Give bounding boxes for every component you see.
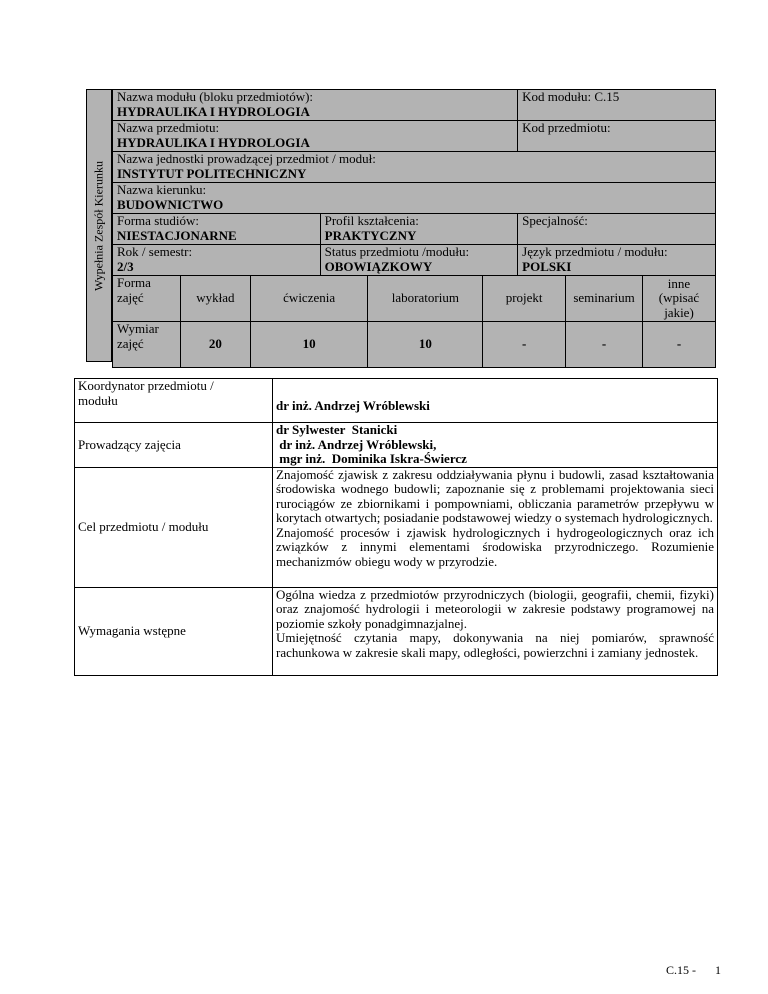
coordinator-label-cell — [75, 379, 273, 423]
module-name-cell — [113, 90, 518, 121]
page-number: 1 — [715, 963, 721, 977]
footer-code: C.15 - — [666, 963, 696, 977]
prerequisites-cell — [273, 587, 718, 675]
field-value: BUDOWNICTWO — [117, 196, 224, 212]
year-value: 2/3 — [117, 258, 134, 274]
module-code-cell — [518, 90, 716, 121]
study-form-value: NIESTACJONARNE — [117, 227, 237, 243]
hours-exercises-cell — [250, 322, 368, 368]
subject-code: Kod przedmiotu: — [522, 120, 611, 135]
profile-label: Profil kształcenia: — [324, 213, 419, 228]
goal-text-1: Znajomość zjawisk z zakresu oddziaływania płynu i budowli, zasad kształtowania środowiska wodnego budowli; zapoznanie się z problemami projektowania sieci rurociągów ze zbiornikami i pompowniami, obliczania parametrów przepływu w korytach otwartych; posiadanie podstawowej wiedzy o systemach hydrologicznych. — [276, 466, 714, 525]
form-other: inne (wpisać jakie) — [658, 275, 700, 320]
field-of-study-cell — [113, 183, 716, 214]
study-form-cell — [113, 214, 321, 245]
form-seminar: seminarium — [573, 290, 635, 306]
hours-seminar-cell — [566, 322, 643, 368]
form-seminar-cell — [566, 276, 643, 322]
form-project-cell — [483, 276, 566, 322]
subject-name-value: HYDRAULIKA I HYDROLOGIA — [117, 134, 310, 150]
field-label: Nazwa kierunku: — [117, 182, 207, 197]
subject-name-cell — [113, 121, 518, 152]
specialty-label: Specjalność: — [522, 213, 588, 228]
unit-value: INSTYTUT POLITECHNICZNY — [117, 165, 307, 181]
year-cell — [113, 245, 321, 276]
class-form-label: Forma zajęć — [117, 275, 151, 305]
study-form-label: Forma studiów: — [117, 213, 199, 228]
unit-cell — [113, 152, 716, 183]
hours-laboratory-cell — [368, 322, 483, 368]
profile-cell — [320, 214, 518, 245]
form-exercises: ćwiczenia — [283, 290, 336, 306]
sidebar-label: Wypełnia Zespół Kierunku — [91, 160, 106, 291]
instructors-cell — [273, 423, 718, 468]
form-other-cell — [642, 276, 715, 322]
hours-laboratory: 10 — [418, 336, 432, 352]
prerequisites-label-cell — [75, 587, 273, 675]
prerequisites-text-2: Umiejętność czytania mapy, dokonywania na niej pomiarów, sprawność rachunkowa w zakresie skali mapy, odległości, powierzchni i zamiany jednostek. — [276, 630, 714, 660]
subject-code-cell — [518, 121, 716, 152]
hours-label: Wymiar zajęć — [117, 321, 159, 351]
hours-lecture-cell — [180, 322, 250, 368]
form-project: projekt — [505, 290, 543, 306]
prerequisites-text-1: Ogólna wiedza z przedmiotów przyrodniczych (biologii, geografii, chemii, fizyki) oraz znajomość hydrologii i meteorologii w zakresie podstawy programowej na poziomie szkoły ponadgimnazjalnej. — [276, 586, 714, 631]
hours-project-cell — [483, 322, 566, 368]
module-header-table — [112, 89, 716, 368]
coordinator-value: dr inż. Andrzej Wróblewski — [276, 398, 430, 414]
module-name-label: Nazwa modułu (bloku przedmiotów): — [117, 89, 314, 104]
language-value: POLSKI — [522, 258, 572, 274]
specialty-cell — [518, 214, 716, 245]
hours-label-cell — [113, 322, 181, 368]
status-value: OBOWIĄZKOWY — [324, 258, 433, 274]
coordinator-label: Koordynator przedmiotu / modułu — [78, 378, 214, 408]
hours-exercises: 10 — [302, 336, 316, 352]
instructor-2: dr inż. Andrzej Wróblewski, — [276, 436, 437, 452]
year-label: Rok / semestr: — [117, 244, 193, 259]
goal-label-cell — [75, 467, 273, 587]
module-details-table — [74, 378, 718, 676]
language-cell — [518, 245, 716, 276]
coordinator-value-cell — [273, 379, 718, 423]
hours-lecture: 20 — [208, 336, 222, 352]
hours-other: - — [676, 336, 682, 352]
instructors-label-cell — [75, 423, 273, 468]
form-lecture: wykład — [196, 290, 235, 306]
instructor-1: dr Sylwester Stanicki — [276, 422, 398, 437]
goal-label: Cel przedmiotu / modułu — [78, 518, 209, 534]
form-laboratory: laboratorium — [391, 290, 459, 306]
status-cell — [320, 245, 518, 276]
hours-project: - — [521, 336, 527, 352]
form-exercises-cell — [250, 276, 368, 322]
subject-name-label: Nazwa przedmiotu: — [117, 120, 220, 135]
profile-value: PRAKTYCZNY — [324, 227, 417, 243]
status-label: Status przedmiotu /modułu: — [324, 244, 470, 259]
hours-other-cell — [642, 322, 715, 368]
class-form-label-cell — [113, 276, 181, 322]
sidebar-strip — [86, 89, 112, 362]
goal-text-2: Znajomość procesów i zjawisk hydrologicznych i hydrogeologicznych oraz ich związków z innymi elementami środowiska przyrodniczego. Rozumienie mechanizmów obiegu wody w przyrodzie. — [276, 524, 714, 569]
form-laboratory-cell — [368, 276, 483, 322]
goal-cell — [273, 467, 718, 587]
instructors-label: Prowadzący zajęcia — [78, 436, 181, 452]
unit-label: Nazwa jednostki prowadzącej przedmiot / moduł: — [117, 151, 376, 166]
instructor-3: mgr inż. Dominika Iskra-Świercz — [276, 451, 467, 466]
module-code: Kod modułu: C.15 — [522, 89, 620, 104]
language-label: Język przedmiotu / modułu: — [522, 244, 668, 259]
hours-seminar: - — [601, 336, 607, 352]
form-lecture-cell — [180, 276, 250, 322]
prerequisites-label: Wymagania wstępne — [78, 622, 186, 638]
module-name-value: HYDRAULIKA I HYDROLOGIA — [117, 103, 310, 119]
